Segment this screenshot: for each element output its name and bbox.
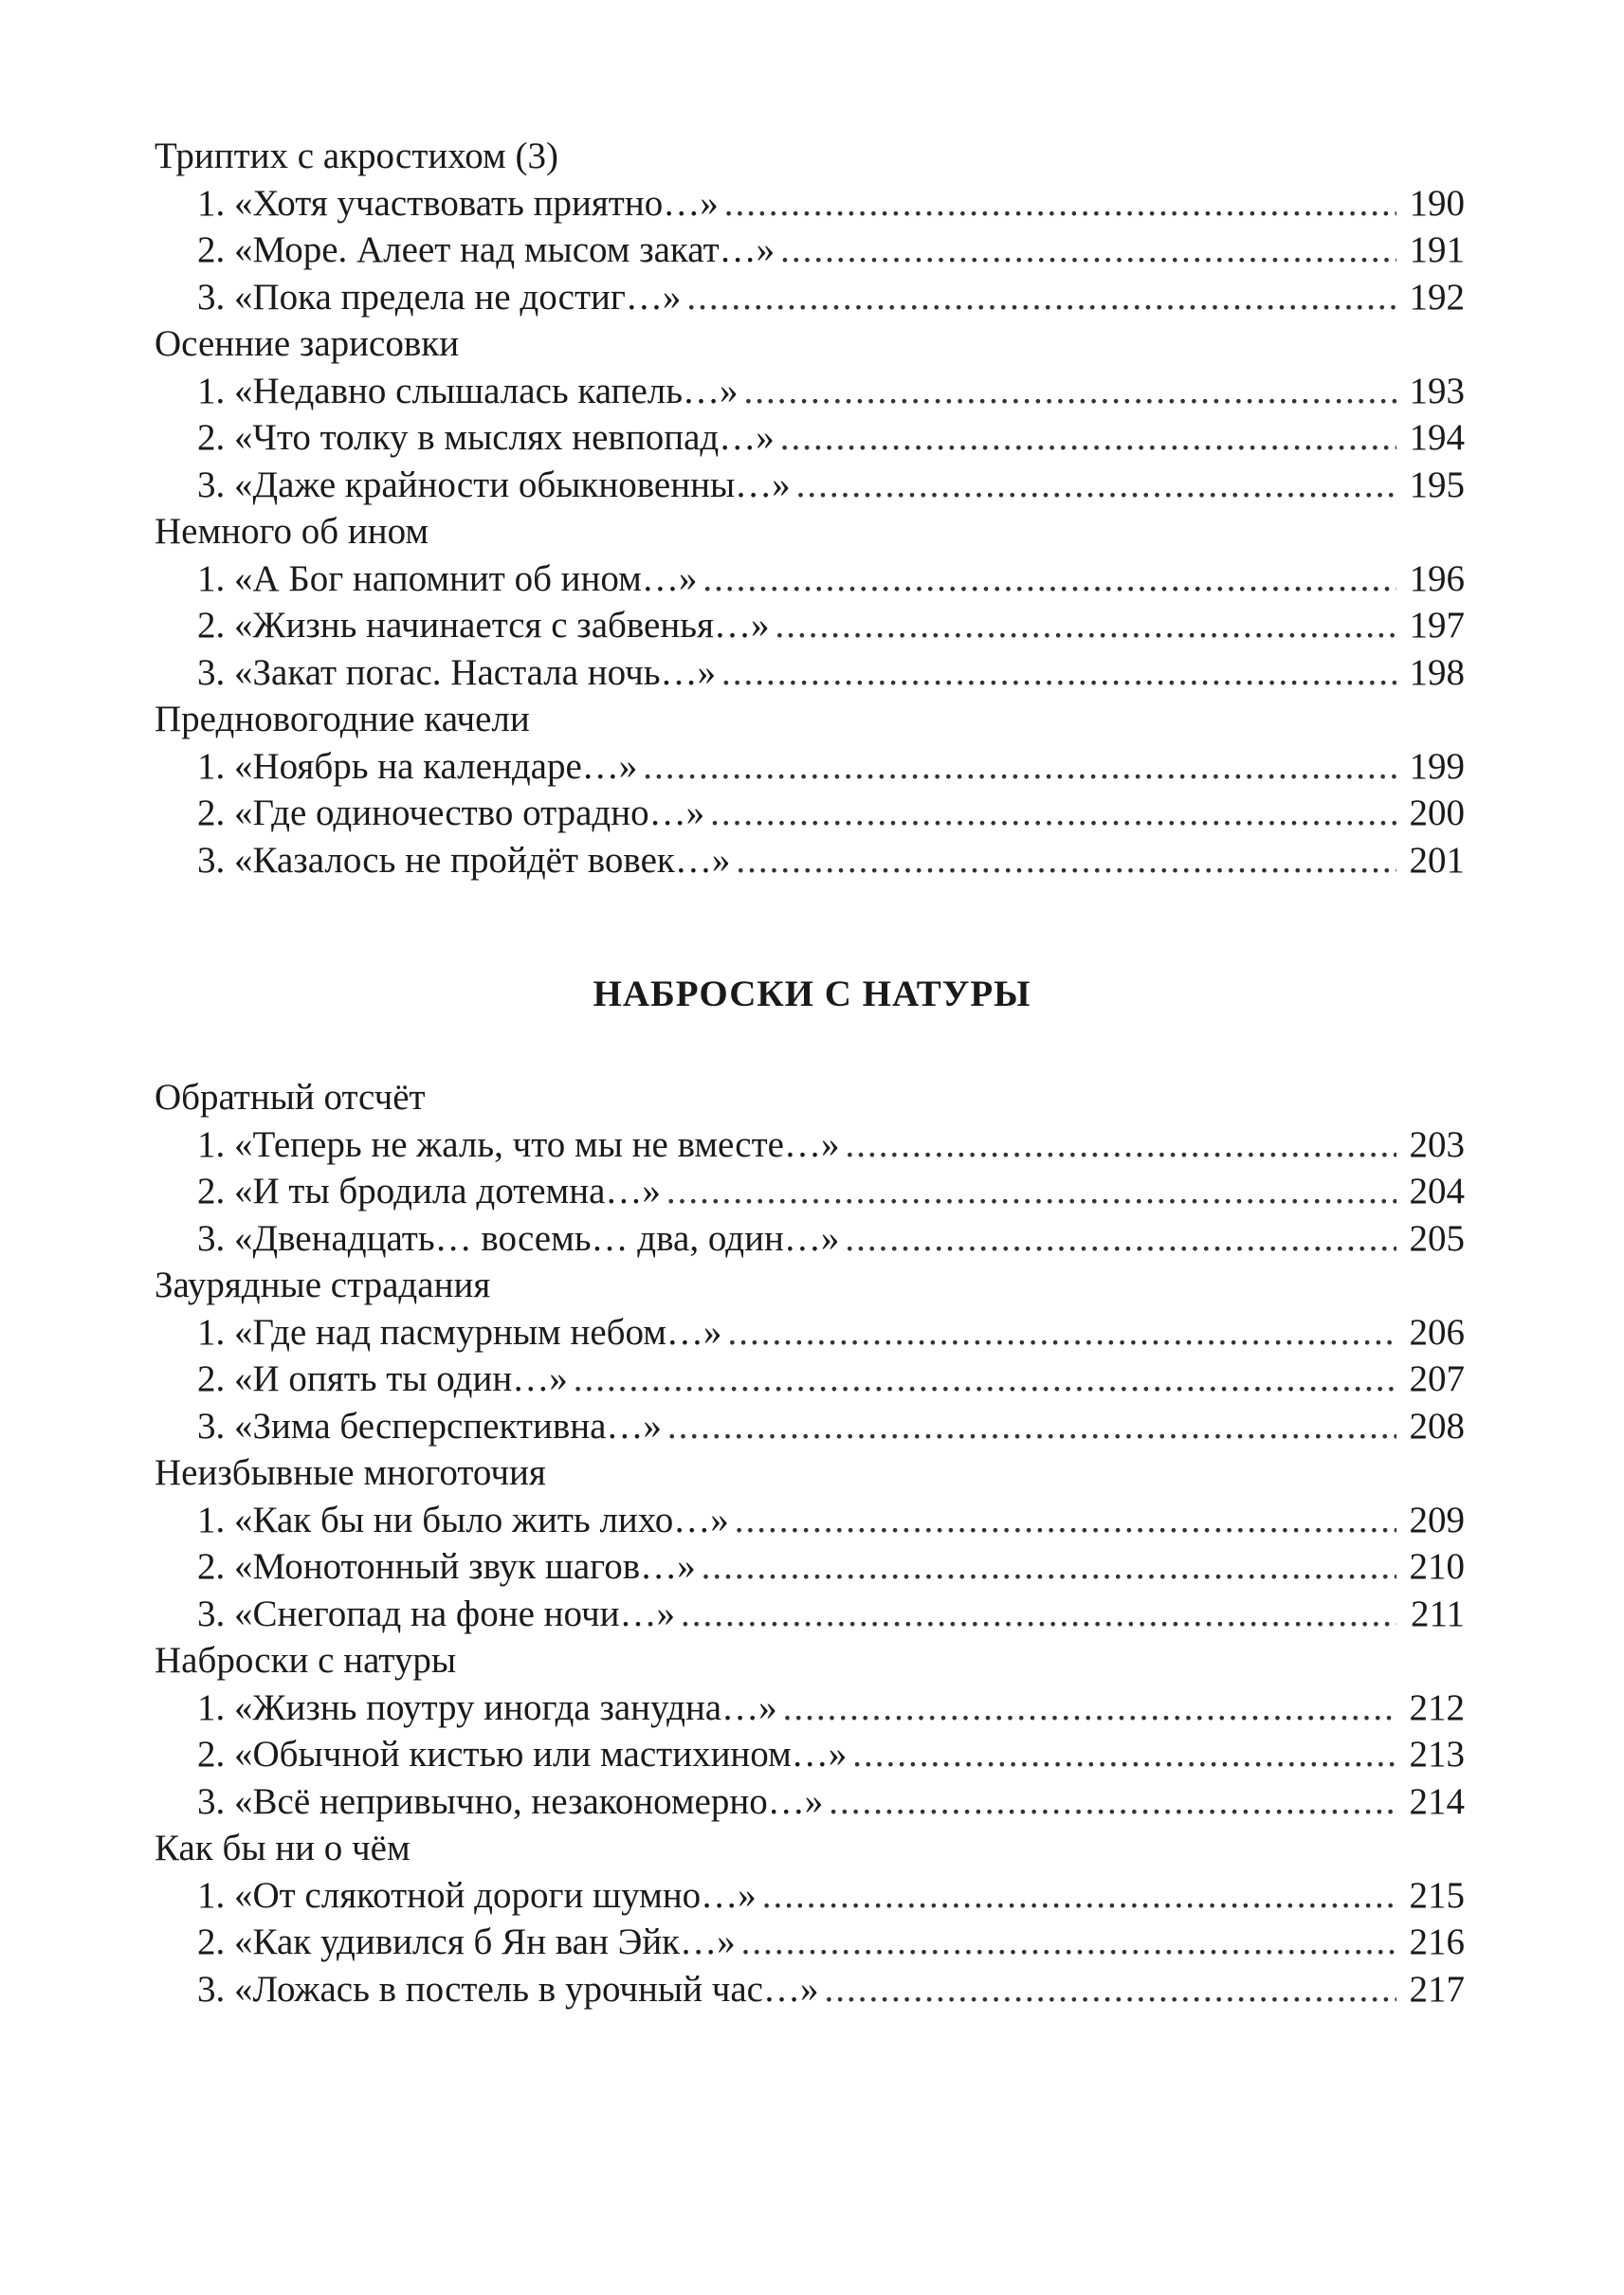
- entry-title: 2. «Как удивился б Ян ван Эйк…»: [197, 1922, 736, 1962]
- page-number: 208: [1409, 1405, 1465, 1447]
- toc-entry: [155, 1919, 1465, 1966]
- entry-title: 3. «Закат погас. Настала ночь…»: [197, 651, 717, 693]
- toc-entry: [155, 1356, 1465, 1403]
- toc-entry: [155, 1309, 1465, 1357]
- dot-leader: [741, 1919, 1396, 1966]
- entry-title: 3. «Пока предела не достиг…»: [197, 276, 682, 318]
- entry-title: 1. «Жизнь поутру иногда занудна…»: [197, 1686, 777, 1728]
- entry-title: 2. «И опять ты один…»: [197, 1358, 568, 1399]
- entry-title: 3. «Ложась в постель в урочный час…»: [197, 1968, 819, 2010]
- toc-entry: [155, 1731, 1465, 1778]
- dot-leader: [780, 227, 1396, 274]
- dot-leader: [845, 1121, 1396, 1169]
- page-number: 193: [1409, 370, 1465, 411]
- toc-entry: [155, 1872, 1465, 1920]
- entry-title: 3. «Снегопад на фоне ночи…»: [197, 1593, 675, 1634]
- toc-entry: [155, 414, 1465, 462]
- toc-entry: [155, 1215, 1465, 1263]
- page-number: 190: [1409, 182, 1465, 224]
- toc-group: [155, 320, 1465, 508]
- toc-entry: [155, 1966, 1465, 2013]
- dot-leader: [845, 1215, 1396, 1263]
- toc-entry: [155, 1778, 1465, 1826]
- group-title: Осенние зарисовки: [155, 323, 460, 364]
- entry-title: 2. «Где одиночество отрадно…»: [197, 792, 705, 833]
- dot-leader: [829, 1778, 1396, 1826]
- page-number: 203: [1409, 1123, 1465, 1165]
- entry-title: 1. «Недавно слышалась капель…»: [197, 370, 739, 411]
- toc-group: [155, 696, 1465, 883]
- section-heading: НАБРОСКИ С НАТУРЫ: [593, 974, 1031, 1014]
- dot-leader: [775, 602, 1396, 649]
- dot-leader: [727, 1309, 1396, 1357]
- group-title: Обратный отсчёт: [155, 1077, 426, 1118]
- toc-entry: [155, 274, 1465, 321]
- page-number: 195: [1409, 464, 1465, 505]
- entry-title: 2. «Море. Алеет над мысом закат…»: [197, 229, 776, 270]
- dot-leader: [724, 180, 1396, 228]
- entry-title: 2. «Обычной кистью или мастихином…»: [197, 1734, 848, 1775]
- page-number: 212: [1409, 1686, 1465, 1728]
- entry-title: 2. «Что толку в мыслях невпопад…»: [197, 417, 775, 458]
- entry-title: 3. «Всё непривычно, незакономерно…»: [197, 1780, 824, 1822]
- dot-leader: [735, 1497, 1396, 1544]
- dot-leader: [574, 1356, 1396, 1403]
- page-number: 198: [1409, 651, 1465, 693]
- group-title: Наброски с натуры: [155, 1640, 457, 1681]
- toc-entry: [155, 602, 1465, 649]
- toc-entry: [155, 368, 1465, 415]
- toc-group: [155, 1637, 1465, 1825]
- toc-group: [155, 508, 1465, 696]
- entry-title: 1. «Как бы ни было жить лихо…»: [197, 1499, 729, 1540]
- toc-entry: [155, 1168, 1465, 1215]
- toc-group: [155, 1825, 1465, 2013]
- page-number: 199: [1409, 745, 1465, 787]
- entry-title: 1. «Ноябрь на календаре…»: [197, 745, 638, 787]
- page-number: 201: [1409, 839, 1465, 881]
- entry-title: 1. «Где над пасмурным небом…»: [197, 1311, 722, 1353]
- toc-entry: [155, 1591, 1465, 1638]
- dot-leader: [666, 1168, 1396, 1215]
- page-number: 207: [1409, 1358, 1465, 1399]
- page-number: 205: [1409, 1217, 1465, 1259]
- toc-group: [155, 1449, 1465, 1637]
- dot-leader: [852, 1731, 1396, 1778]
- toc-group: [155, 1262, 1465, 1449]
- dot-leader: [667, 1403, 1396, 1450]
- dot-leader: [780, 414, 1396, 462]
- toc-entry: [155, 1121, 1465, 1169]
- group-title: Триптих с акростихом (3): [155, 136, 558, 176]
- page-number: 196: [1409, 557, 1465, 599]
- group-title: Заурядные страдания: [155, 1265, 491, 1305]
- entry-title: 3. «Зима бесперспективна…»: [197, 1405, 662, 1447]
- entry-title: 3. «Даже крайности обыкновенны…»: [197, 464, 791, 505]
- entry-title: 1. «А Бог напомнит об ином…»: [197, 557, 698, 599]
- dot-leader: [710, 790, 1396, 837]
- toc-group: [155, 1074, 1465, 1262]
- dot-leader: [643, 743, 1396, 791]
- dot-leader: [762, 1872, 1396, 1920]
- toc-entry: [155, 1403, 1465, 1450]
- page-number: 215: [1409, 1874, 1465, 1916]
- dot-leader: [686, 274, 1396, 321]
- toc-entry: [155, 790, 1465, 837]
- toc-entry: [155, 743, 1465, 791]
- page-number: 210: [1409, 1546, 1465, 1587]
- toc-group: [155, 133, 1465, 320]
- toc-entry: [155, 837, 1465, 884]
- page-number: 197: [1409, 605, 1465, 646]
- toc-entry: [155, 1497, 1465, 1544]
- page-number: 191: [1409, 229, 1465, 270]
- toc-entry: [155, 462, 1465, 509]
- toc-entry: [155, 227, 1465, 274]
- page-number: 204: [1409, 1171, 1465, 1211]
- toc-entry: [155, 1543, 1465, 1591]
- toc-entry: [155, 556, 1465, 603]
- dot-leader: [702, 1543, 1396, 1591]
- entry-title: 1. «Теперь не жаль, что мы не вместе…»: [197, 1123, 840, 1165]
- group-title: Предновогодние качели: [155, 699, 530, 739]
- dot-leader: [681, 1591, 1396, 1638]
- page-number: 192: [1409, 276, 1465, 318]
- entry-title: 2. «И ты бродила дотемна…»: [197, 1171, 661, 1211]
- page-number: 206: [1409, 1311, 1465, 1353]
- page-number: 213: [1409, 1734, 1465, 1775]
- dot-leader: [744, 368, 1396, 415]
- table-of-contents-bottom: [155, 1074, 1465, 2013]
- entry-title: 1. «Хотя участвовать приятно…»: [197, 182, 719, 224]
- entry-title: 1. «От слякотной дороги шумно…»: [197, 1874, 757, 1916]
- page-number: 209: [1409, 1499, 1465, 1540]
- group-title: Как бы ни о чём: [155, 1828, 411, 1868]
- entry-title: 3. «Двенадцать… восемь… два, один…»: [197, 1217, 840, 1259]
- entry-title: 3. «Казалось не пройдёт вовек…»: [197, 839, 731, 881]
- dot-leader: [703, 556, 1396, 603]
- page-number: 214: [1409, 1780, 1465, 1822]
- dot-leader: [796, 462, 1396, 509]
- dot-leader: [824, 1966, 1396, 2013]
- toc-entry: [155, 1685, 1465, 1732]
- page-number: 216: [1409, 1922, 1465, 1962]
- table-of-contents-top: [155, 133, 1465, 883]
- page-number: 200: [1409, 792, 1465, 833]
- toc-entry: [155, 180, 1465, 228]
- dot-leader: [721, 649, 1396, 697]
- entry-title: 2. «Жизнь начинается с забвенья…»: [197, 605, 770, 646]
- page-number: 194: [1409, 417, 1465, 458]
- group-title: Неизбывные многоточия: [155, 1452, 546, 1493]
- toc-entry: [155, 649, 1465, 697]
- page-number: 217: [1409, 1968, 1465, 2010]
- group-title: Немного об ином: [155, 511, 429, 552]
- dot-leader: [736, 837, 1396, 884]
- entry-title: 2. «Монотонный звук шагов…»: [197, 1546, 696, 1587]
- page-number: 211: [1410, 1593, 1465, 1634]
- dot-leader: [783, 1685, 1396, 1732]
